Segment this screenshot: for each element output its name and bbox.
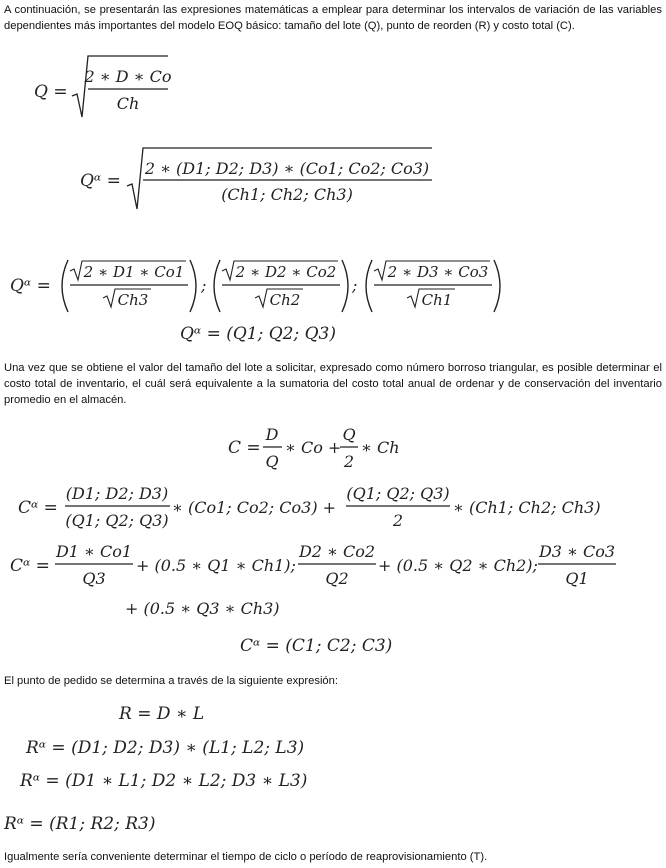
- q-fuzzy-formula: [80, 148, 432, 209]
- paren-left-2: [214, 260, 220, 312]
- paren-left-3: [366, 260, 372, 312]
- qa2-den-1: Ch3: [117, 291, 149, 309]
- paren-right-1: [190, 260, 196, 312]
- sep-2: ;: [352, 276, 358, 295]
- ca-frac2-num: (Q1; Q2; Q3): [346, 484, 450, 503]
- c-frac2-num: Q: [342, 425, 356, 444]
- cb-term2: + (0.5 ∗ Q2 ∗ Ch2);: [378, 556, 538, 575]
- ca-frac1-den: (Q1; Q2; Q3): [65, 511, 169, 530]
- ca-frac1-num: (D1; D2; D3): [65, 484, 169, 503]
- reorder-intro-paragraph: El punto de pedido se determina a través de la siguiente expresión:: [4, 675, 338, 687]
- q-basic-formula: [34, 56, 171, 117]
- cb-frac3-num: D3 ∗ Co3: [538, 542, 616, 561]
- q-denominator: Ch: [116, 94, 140, 113]
- r-fuzzy-result: Rᵅ = (R1; R2; R3): [4, 814, 156, 834]
- cycle-intro-paragraph: Igualmente sería conveniente determinar el tiempo de ciclo o período de reaprovisionamiento (T).: [4, 851, 488, 863]
- q-fuzzy-result: Qᵅ = (Q1; Q2; Q3): [180, 324, 337, 344]
- qa2-num-2: 2 ∗ D2 ∗ Co2: [235, 263, 337, 281]
- qa-numerator: 2 ∗ (D1; D2; D3) ∗ (Co1; Co2; Co3): [144, 159, 430, 178]
- ca-mid: ∗ (Co1; Co2; Co3) +: [172, 498, 337, 517]
- qa2-num-3: 2 ∗ D3 ∗ Co3: [387, 263, 489, 281]
- c-mid: ∗ Co +: [285, 438, 342, 457]
- cb-frac2-den: Q2: [325, 569, 349, 588]
- cost-intro-paragraph: Una vez que se obtiene el valor del tamaño del lote a solicitar, expresado como número borroso triangular, es posible determinar el costo total de inventario, el cuál será equivalente a la sumatoria del costo total anual de ordenar y de conservación del inventario promedio en el almacén.: [4, 362, 662, 406]
- q-fuzzy-expanded-formula: [10, 260, 500, 312]
- paren-right-2: [342, 260, 348, 312]
- r-basic-formula: R = D ∗ L: [119, 704, 205, 724]
- paren-right-3: [494, 260, 500, 312]
- c-frac1-num: D: [265, 425, 279, 444]
- q-lhs: Q =: [34, 82, 68, 102]
- qa2-num-1: 2 ∗ D1 ∗ Co1: [83, 263, 185, 281]
- cb-frac2-num: D2 ∗ Co2: [298, 542, 376, 561]
- qa-denominator: (Ch1; Ch2; Ch3): [221, 185, 353, 204]
- cb-frac1-den: Q3: [82, 569, 106, 588]
- cb-lhs: Cᵅ =: [10, 556, 50, 576]
- cb-frac1-num: D1 ∗ Co1: [55, 542, 133, 561]
- sep-1: ;: [201, 276, 207, 295]
- ca-lhs: Cᵅ =: [18, 498, 58, 518]
- qa2-lhs: Qᵅ =: [10, 276, 51, 296]
- c-fuzzy-result: Cᵅ = (C1; C2; C3): [240, 636, 393, 656]
- c-lhs: C =: [228, 438, 261, 458]
- r-fuzzy-formula: Rᵅ = (D1; D2; D3) ∗ (L1; L2; L3): [26, 738, 305, 758]
- r-fuzzy-expanded-formula: Rᵅ = (D1 ∗ L1; D2 ∗ L2; D3 ∗ L3): [20, 771, 308, 791]
- q-numerator: 2 ∗ D ∗ Co: [84, 67, 172, 86]
- cb-frac3-den: Q1: [565, 569, 589, 588]
- c-end: ∗ Ch: [361, 438, 400, 457]
- intro-paragraph: A continuación, se presentarán las expresiones matemáticas a emplear para determinar los intervalos de variación de las variables dependientes más importantes del modelo EOQ básico: tamaño del lote (Q), punto de reorden (R) y costo total (C).: [4, 4, 662, 32]
- ca-frac2-den: 2: [392, 511, 404, 530]
- qa-lhs: Qᵅ =: [80, 171, 121, 191]
- c-fuzzy-formula: [18, 484, 601, 530]
- qa2-den-2: Ch2: [269, 291, 301, 309]
- cb-term1: + (0.5 ∗ Q1 ∗ Ch1);: [136, 556, 296, 575]
- ca-end: ∗ (Ch1; Ch2; Ch3): [453, 498, 601, 517]
- cb-continuation: + (0.5 ∗ Q3 ∗ Ch3): [125, 599, 280, 618]
- paren-left-1: [62, 260, 68, 312]
- c-frac2-den: 2: [343, 452, 355, 471]
- qa2-den-3: Ch1: [421, 291, 453, 309]
- c-fuzzy-expanded-formula: [10, 542, 616, 618]
- c-basic-formula: [228, 425, 400, 471]
- c-frac1-den: Q: [265, 452, 279, 471]
